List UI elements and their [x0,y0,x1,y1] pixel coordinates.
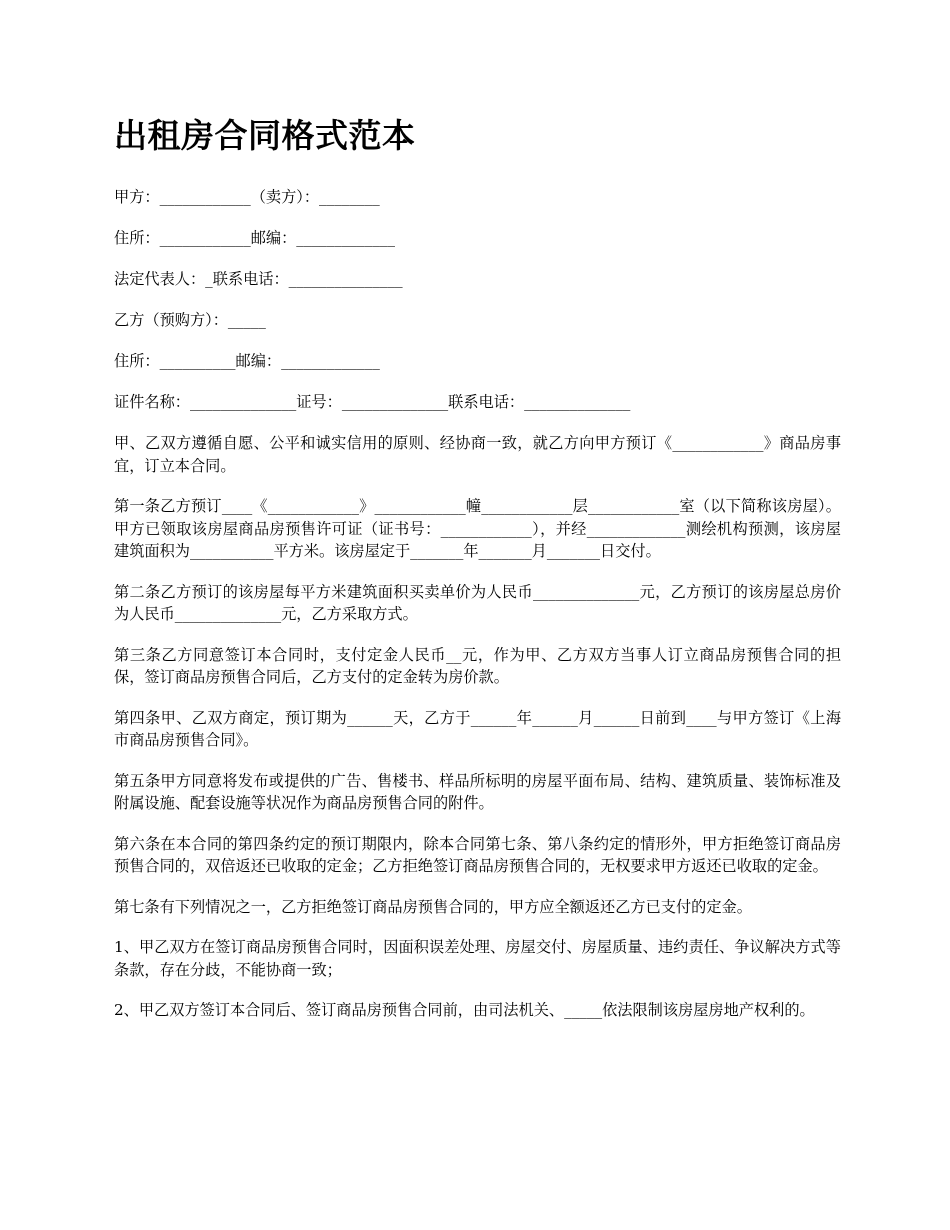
article-5: 第五条甲方同意将发布或提供的广告、售楼书、样品所标明的房屋平面布局、结构、建筑质量、装饰标准及附属设施、配套设施等状况作为商品房预售合同的附件。 [114,771,841,812]
article-4: 第四条甲、乙双方商定，预订期为______天，乙方于______年______月______日前到____与甲方签订《上海市商品房预售合同》。 [114,708,841,749]
article-2: 第二条乙方预订的该房屋每平方米建筑面积买卖单价为人民币______________元，乙方预订的该房屋总房价为人民币______________元，乙方采取方式。 [114,582,841,623]
party-b-line: 乙方（预购方）：_____ [114,311,266,329]
article-7: 第七条有下列情况之一，乙方拒绝签订商品房预售合同的，甲方应全额返还乙方已支付的定金。 [114,897,752,916]
document-page [114,112,841,1040]
document-title: 出租房合同格式范本 [114,116,416,155]
party-a-line: 甲方：____________（卖方）：________ [114,188,380,206]
party-b-address-line: 住所：__________邮编：_____________ [114,352,380,370]
article-1: 第一条乙方预订____《____________》____________幢____________层____________室（以下简称该房屋）。甲方已领取该房屋商品房预售许可证（证书号：____________），并经_____________测绘机构预测，该房屋建筑面积为___________平方米。该房屋定于_______年_______月_______日交付。 [114,497,841,560]
article-3: 第三条乙方同意签订本合同时，支付定金人民币__元，作为甲、乙方双方当事人订立商品房预售合同的担保，签订商品房预售合同后，乙方支付的定金转为房价款。 [114,645,841,686]
legal-representative-line: 法定代表人：_联系电话：_______________ [114,270,403,288]
article-6: 第六条在本合同的第四条约定的预订期限内，除本合同第七条、第八条约定的情形外，甲方拒绝签订商品房预售合同的，双倍返还已收取的定金；乙方拒绝签订商品房预售合同的，无权要求甲方返还已收取的定金。 [114,834,841,875]
id-document-line: 证件名称：______________证号：______________联系电话：______________ [114,393,631,411]
party-a-address-line: 住所：____________邮编：_____________ [114,229,395,247]
preamble-paragraph: 甲、乙双方遵循自愿、公平和诚实信用的原则、经协商一致，就乙方向甲方预订《____________》商品房事宜，订立本合同。 [114,434,841,475]
article-7-item-1: 1、甲乙双方在签订商品房预售合同时，因面积误差处理、房屋交付、房屋质量、违约责任、争议解决方式等条款，存在分歧，不能协商一致； [114,938,841,979]
article-7-item-2: 2、甲乙双方签订本合同后、签订商品房预售合同前，由司法机关、_____依法限制该房屋房地产权利的。 [114,1001,815,1019]
